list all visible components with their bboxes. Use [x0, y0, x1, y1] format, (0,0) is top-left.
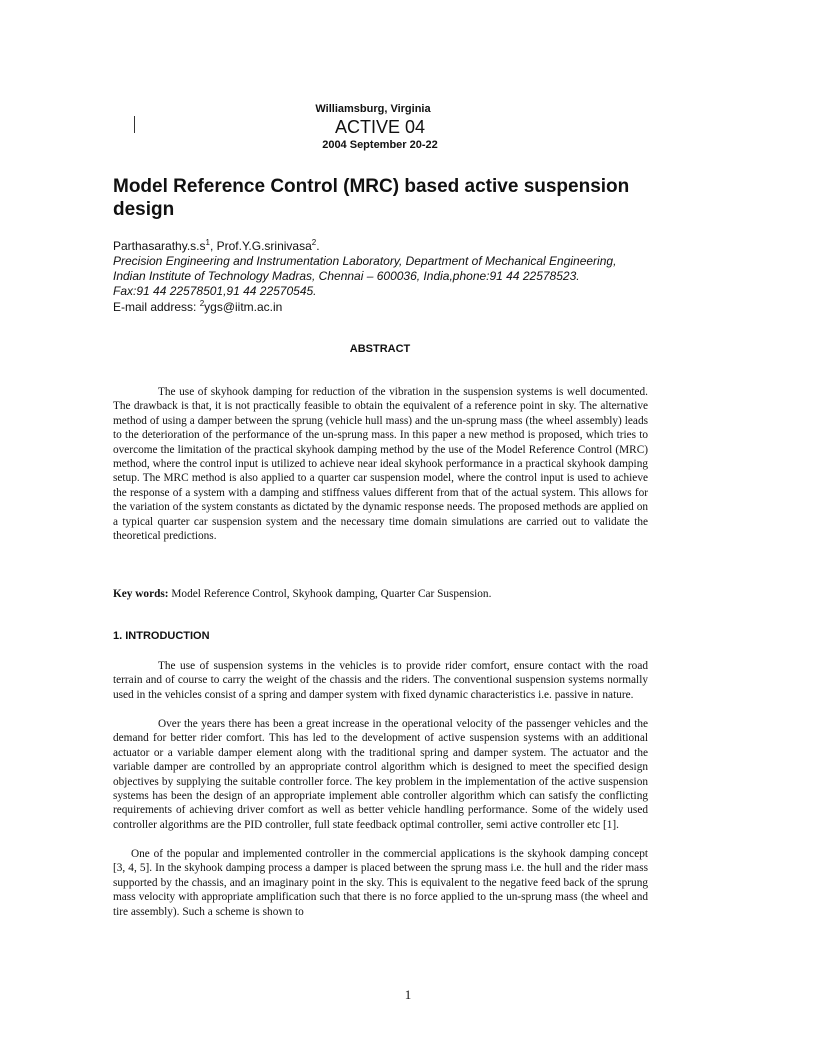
email-label: E-mail address: — [113, 300, 200, 314]
conference-name: ACTIVE 04 — [334, 117, 426, 137]
keywords-label: Key words: — [113, 588, 169, 600]
email-sup: 2 — [199, 299, 205, 308]
affiliation-line-1: Precision Engineering and Instrumentation Laboratory, Department of Mechanical Engineering, — [113, 254, 617, 268]
conference-dates: 2004 September 20-22 — [322, 139, 438, 151]
page-number: 1 — [404, 987, 412, 1002]
author-1-sup: 1 — [205, 238, 210, 247]
abstract-text: The use of skyhook damping for reduction of the vibration in the suspension systems is well documented. The drawback is that, it is not practically feasible to obtain the equivalent of a reference point in sky. The alternative method of using a damper between the sprung (vehicle hull mass) and the un-sprung mass (the wheel assembly) leads to the deterioration of the performance of the un-sprung mass. In this paper a new method is proposed, which tries to overcome the limitation of the practical skyhook damping method by the use of the Model Reference Control (MRC) method, where the control input is utilized to achieve near ideal skyhook performance in a practical skyhook damping setup. The MRC method is also applied to a quarter car suspension model, where the control input is used to achieve the response of a system with a damping and stiffness values different from that of the actual system. This allows for the variation of the system constants as dictated by the dynamic response needs. The proposed methods are applied on a typical quarter car suspension system and the necessary time domain simulations are carried out to validate the theoretical predictions. — [113, 386, 648, 543]
email-line — [113, 299, 282, 314]
abstract-heading: ABSTRACT — [349, 343, 411, 355]
keywords-line — [113, 588, 491, 600]
author-separator: , — [209, 239, 217, 253]
affiliation-line-2: Indian Institute of Technology Madras, Chennai – 600036, India,phone:91 44 22578523. — [113, 269, 580, 283]
conference-location: Williamsburg, Virginia — [315, 103, 431, 115]
author-line — [113, 238, 320, 253]
affiliation-line-3: Fax:91 44 22578501,91 44 22570545. — [113, 284, 317, 298]
intro-paragraph-2: Over the years there has been a great increase in the operational velocity of the passenger vehicles and the demand for better rider comfort. This has led to the development of active suspension systems with an additional actuator or a variable damper element along with the traditional spring and damper system. The actuator and the variable damper are controlled by an appropriate control algorithm which is designed to meet the specified design objectives by supplying the suitable controller force. The key problem in the implementation of the active suspension systems has been the design of an appropriate implement able controller algorithm which can satisfy the conflicting requirements of achieving driver comfort as well as better vehicle handling performance. Some of the widely used controller algorithms are the PID controller, full state feedback optimal controller, semi active controller etc [1]. — [113, 718, 648, 831]
author-2: Prof.Y.G.srinivasa — [216, 239, 312, 253]
author-1: Parthasarathy.s.s — [113, 239, 206, 253]
section-heading-introduction: 1. INTRODUCTION — [113, 630, 210, 642]
email-address: ygs@iitm.ac.in — [204, 300, 283, 314]
keywords-text: Model Reference Control, Skyhook damping, Quarter Car Suspension. — [168, 588, 492, 600]
paper-title: Model Reference Control (MRC) based active suspension design — [113, 176, 630, 220]
intro-paragraph-3: One of the popular and implemented controller in the commercial applications is the skyhook damping concept [3, 4, 5]. In the skyhook damping process a damper is placed between the sprung mass i.e. the hull and the rider mass supported by the chassis, and an imaginary point in the sky. This is equivalent to the negative feed back of the sprung mass velocity with appropriate amplification such that there is no force applied to the un-sprung mass (the wheel and tire assembly). Such a scheme is shown to — [113, 848, 648, 918]
author-2-sup: 2 — [311, 238, 317, 247]
intro-paragraph-1: The use of suspension systems in the vehicles is to provide rider comfort, ensure contact with the road terrain and of course to carry the weight of the chassis and the riders. The conventional suspension systems normally used in the vehicles consist of a spring and damper system with fixed dynamic characteristics i.e. passive in nature. — [113, 660, 648, 701]
author-end: . — [316, 239, 320, 253]
